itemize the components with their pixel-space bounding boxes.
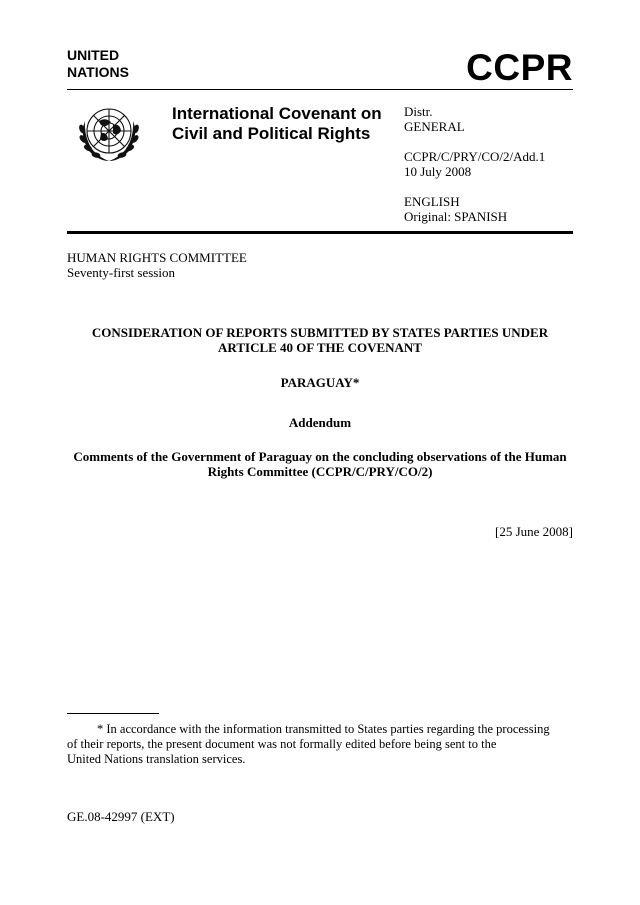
- subheading-line-1: Comments of the Government of Paraguay on the concluding observations of the Human: [73, 449, 567, 464]
- un-emblem-icon: [73, 101, 145, 165]
- document-symbol: CCPR/C/PRY/CO/2/Add.1: [404, 149, 546, 164]
- original-language: Original: SPANISH: [404, 209, 508, 224]
- footnote-line-3: United Nations translation services.: [67, 752, 246, 766]
- document-number: GE.08-42997 (EXT): [67, 809, 175, 824]
- footnote-divider: [67, 713, 159, 714]
- footnote: [67, 722, 573, 767]
- document-language: ENGLISH: [404, 194, 460, 209]
- organization-line-2: NATIONS: [67, 64, 129, 80]
- subheading-line-2: Rights Committee (CCPR/C/PRY/CO/2): [207, 464, 433, 479]
- committee-session: Seventy-first session: [67, 265, 175, 280]
- organization-name: [67, 47, 129, 81]
- document-date: 10 July 2008: [404, 164, 472, 179]
- organization-line-1: UNITED: [67, 47, 120, 63]
- distribution-label: Distr.: [404, 104, 433, 119]
- header-bottom-divider: [67, 231, 573, 234]
- footnote-line-1: * In accordance with the information transmitted to States parties regarding the processing: [97, 722, 550, 736]
- distribution-block: [404, 104, 545, 224]
- covenant-title: International Covenant on Civil and Political Rights: [172, 104, 382, 143]
- distribution-value: GENERAL: [404, 119, 465, 134]
- subheading: [67, 449, 573, 479]
- main-heading-line-1: CONSIDERATION OF REPORTS SUBMITTED BY STATES PARTIES UNDER: [91, 325, 549, 340]
- country-heading: PARAGUAY*: [280, 375, 360, 390]
- committee-name: HUMAN RIGHTS COMMITTEE: [67, 250, 247, 265]
- committee-block: [67, 250, 247, 280]
- main-heading-line-2: ARTICLE 40 OF THE COVENANT: [218, 340, 422, 355]
- received-date: [25 June 2008]: [495, 524, 573, 539]
- main-heading: [67, 325, 573, 355]
- document-series-symbol: CCPR: [466, 47, 573, 88]
- header-divider: [67, 89, 573, 90]
- addendum-heading: Addendum: [288, 415, 352, 430]
- footnote-line-2: of their reports, the present document was not formally edited before being sent to the: [67, 737, 497, 751]
